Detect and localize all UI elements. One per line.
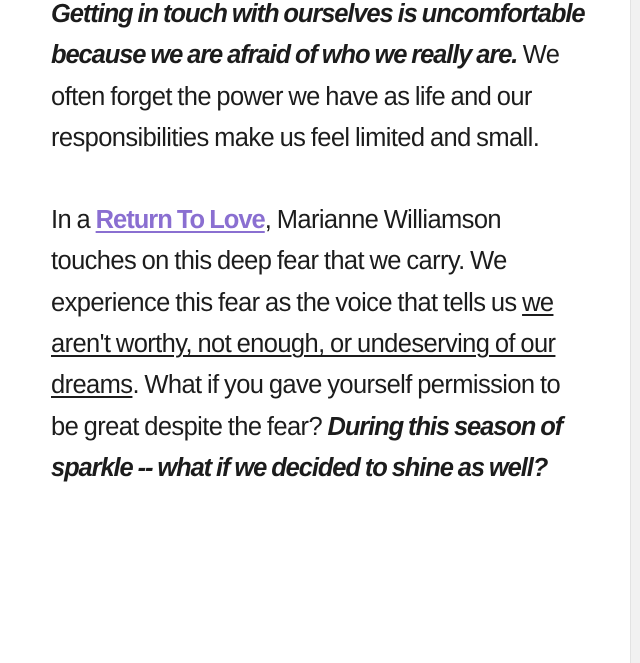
return-to-love-link[interactable]: Return To Love	[95, 206, 265, 235]
scrollbar[interactable]	[630, 0, 640, 663]
body-text: We often forget the power we have as life and our responsibilities make us feel limited and small.	[51, 41, 560, 152]
emphasis-text: Getting in touch with ourselves is uncomfortable because we are afraid of who we really are.	[51, 0, 585, 70]
body-text: . What if you gave yourself permission to be great despite the fear?	[51, 371, 561, 441]
underlined-text: we aren't worthy, not enough, or undeserving of our dreams	[51, 288, 556, 400]
article-body	[51, 0, 586, 489]
body-text: , Marianne Williamson touches on this deep fear that we carry. We experience this fear as the voice that tells us	[51, 206, 523, 317]
paragraph-intro	[51, 0, 586, 159]
body-text: In a	[51, 206, 96, 235]
paragraph-return-to-love	[51, 200, 586, 489]
emphasis-text: During this season of sparkle -- what if we decided to shine as well?	[51, 412, 563, 482]
